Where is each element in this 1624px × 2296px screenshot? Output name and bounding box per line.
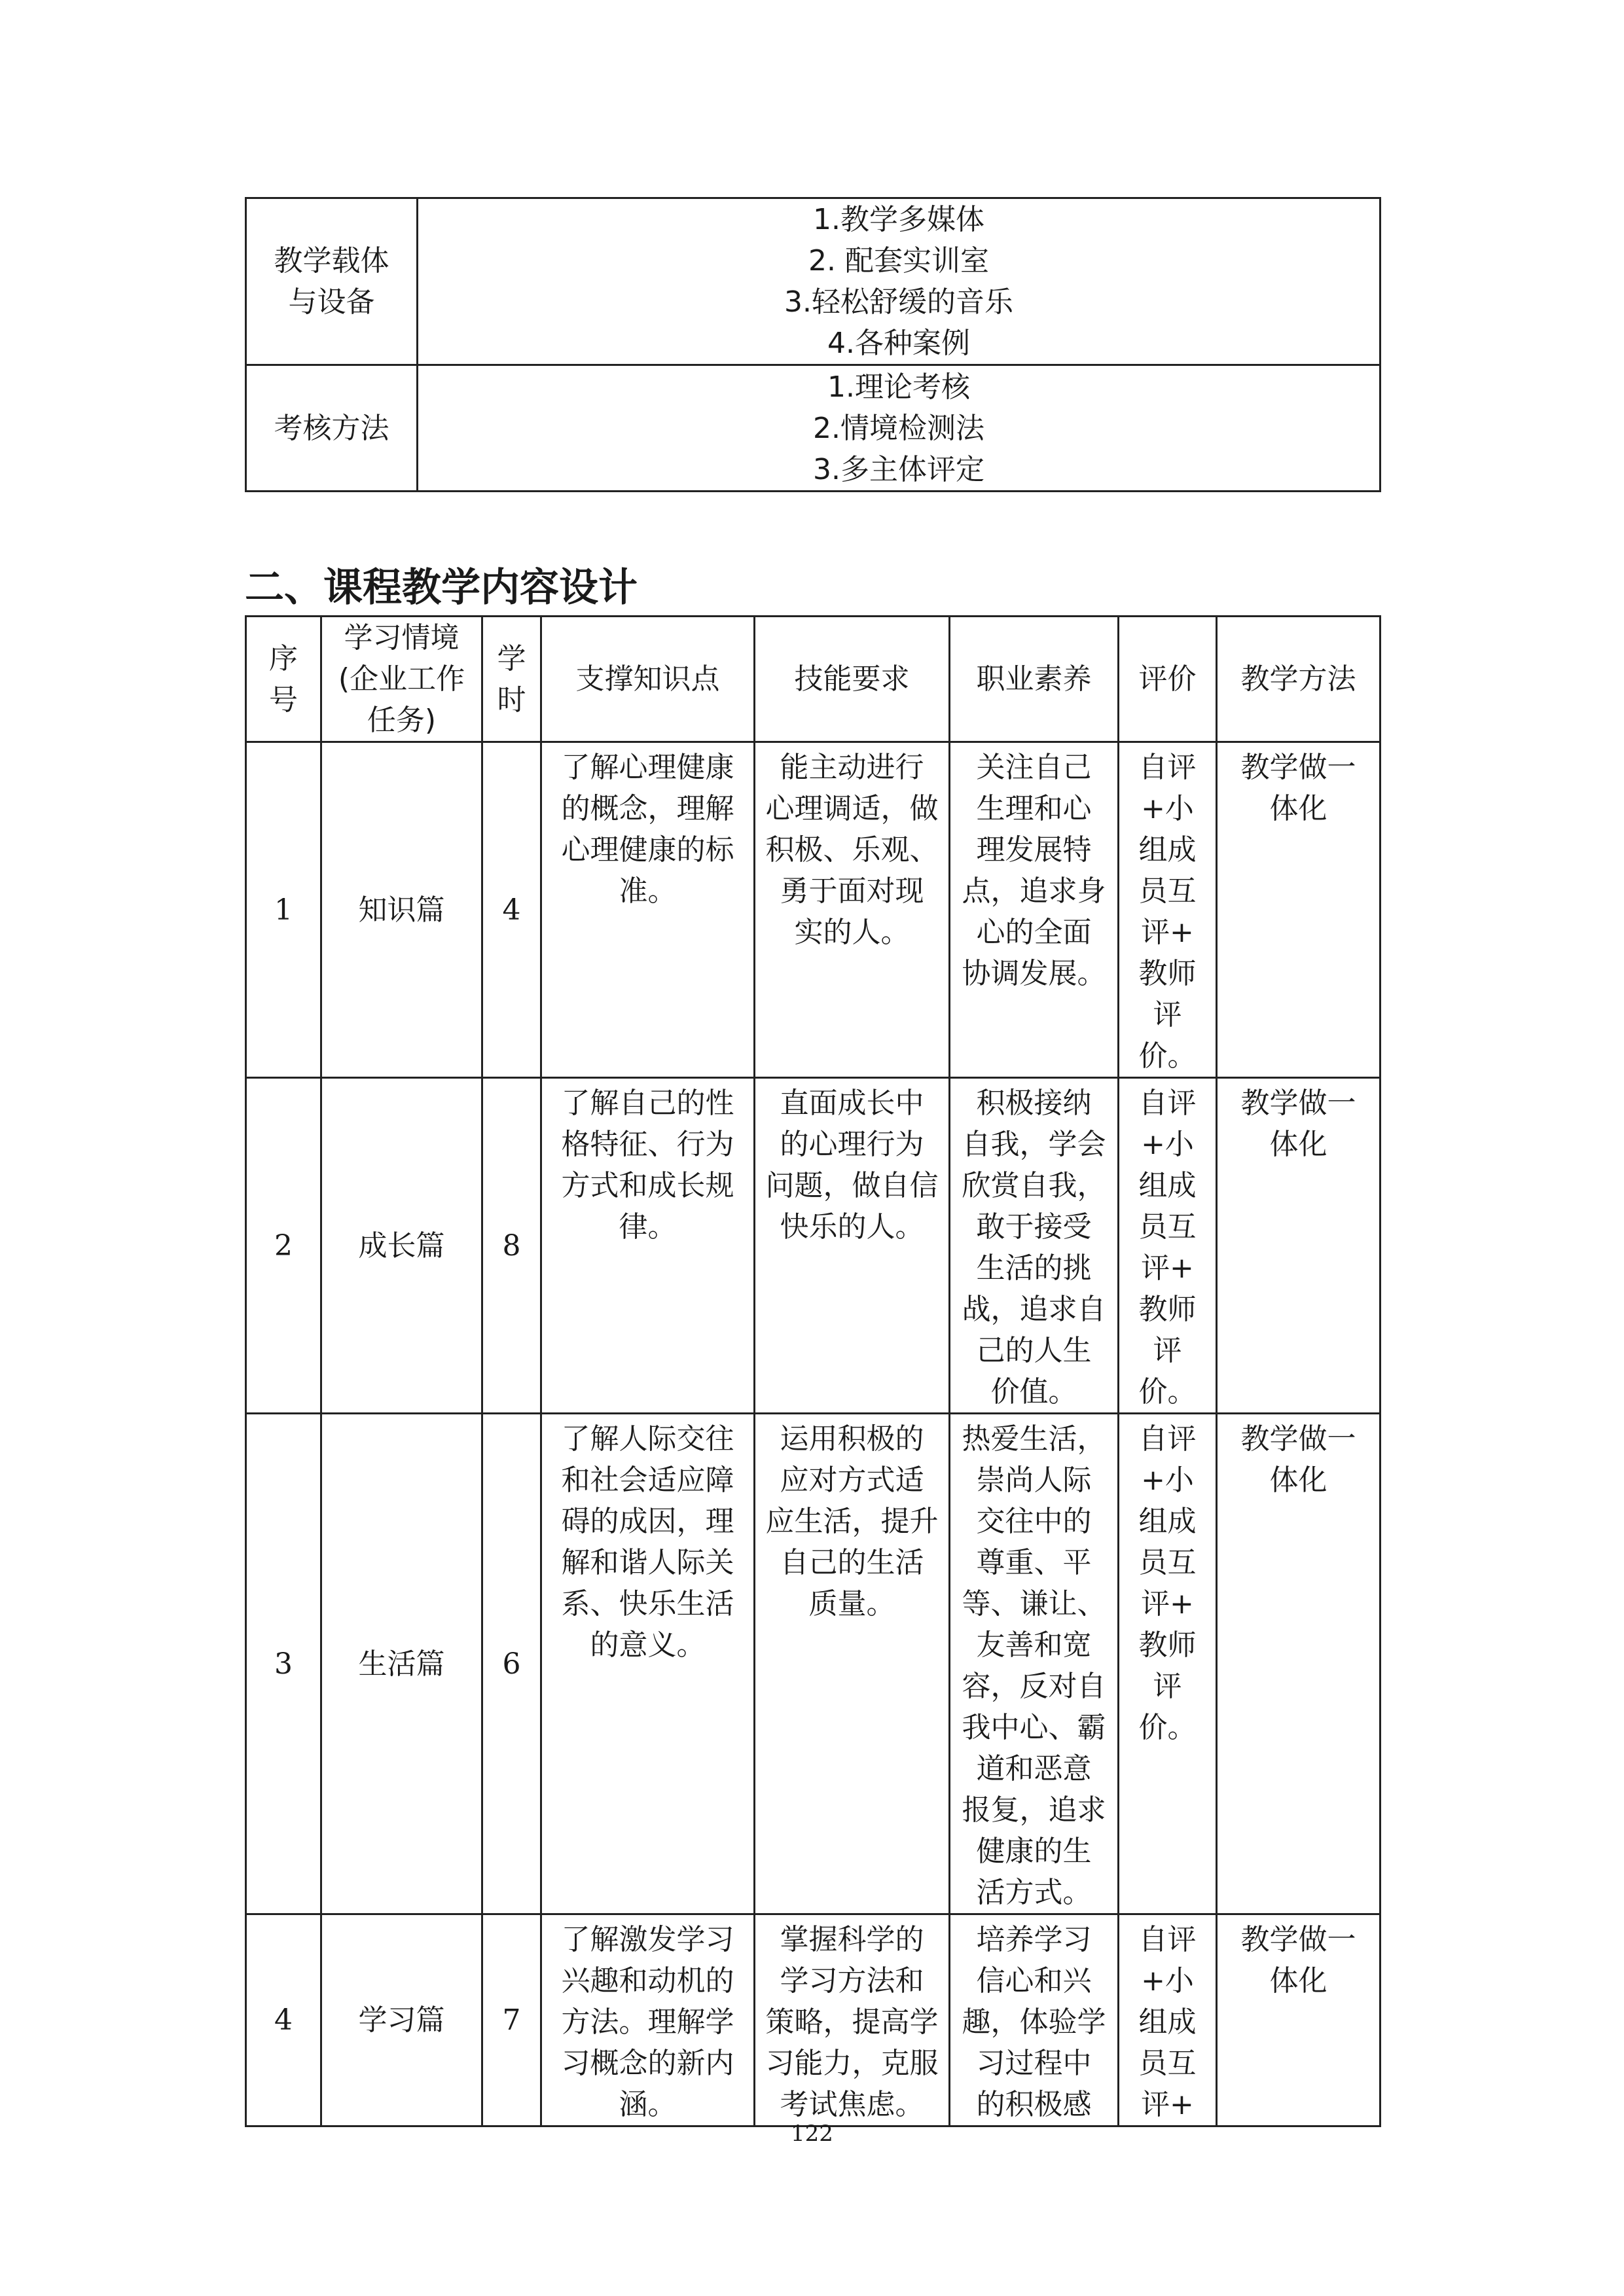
items-cell: [418, 198, 1380, 365]
list-item: 1.理论考核: [827, 370, 970, 404]
evaluation-value: 自评 +小 组成 员互 评+: [1138, 1923, 1197, 2121]
knowledge-cell: [541, 1414, 755, 1914]
skills-cell: [755, 1914, 950, 2126]
evaluation-value: 自评 +小 组成 员互 评+ 教师 评 价。: [1138, 1422, 1197, 1744]
quality-value: 热爱生活， 崇尚人际 交往中的 尊重、平 等、谦让、 友善和宽 容，反对自 我中心、霸 道和恶意 报复，追求 健康的生 活方式。: [962, 1422, 1106, 1909]
table-row: [246, 742, 1380, 1078]
evaluation-cell: [1119, 1078, 1217, 1414]
situation-cell: [321, 1914, 482, 2126]
seq-value: 2: [274, 1229, 293, 1263]
skills-value: 直面成长中 的心理行为 问题，做自信 快乐的人。: [765, 1086, 939, 1244]
skills-value: 能主动进行 心理调适，做 积极、乐观、 勇于面对现 实的人。: [765, 751, 939, 949]
knowledge-cell: [541, 1078, 755, 1414]
course-content-table: [245, 615, 1381, 2127]
header-cell: [1119, 617, 1217, 742]
header-seq: 序 号: [269, 641, 298, 717]
header-method: 教学方法: [1240, 662, 1356, 696]
header-skills: 技能要求: [794, 662, 910, 696]
situation-value: 学习篇: [358, 2003, 445, 2037]
row-label-cell: [246, 198, 418, 365]
quality-value: 关注自己 生理和心 理发展特 点，追求身 心的全面 协调发展。: [962, 751, 1106, 990]
row-label: 教学载体 与设备: [274, 244, 389, 319]
seq-value: 4: [274, 2003, 293, 2037]
table-header-row: [246, 617, 1380, 742]
section-heading: 二、课程教学内容设计: [245, 565, 638, 611]
hours-cell: [482, 1414, 541, 1914]
header-situation: 学习情境 (企业工作 任务): [338, 621, 465, 737]
method-cell: [1217, 1914, 1380, 2126]
knowledge-cell: [541, 742, 755, 1078]
items-cell: [418, 365, 1380, 492]
evaluation-value: 自评 +小 组成 员互 评+ 教师 评 价。: [1138, 1086, 1197, 1408]
table-row: [246, 1914, 1380, 2126]
header-cell: [321, 617, 482, 742]
hours-value: 7: [502, 2003, 521, 2037]
seq-value: 3: [274, 1647, 293, 1681]
table-row: [246, 198, 1380, 365]
list-item: 4.各种案例: [827, 327, 970, 360]
skills-cell: [755, 1078, 950, 1414]
method-value: 教学做一 体化: [1240, 751, 1356, 825]
header-evaluation: 评价: [1138, 662, 1197, 696]
hours-value: 6: [502, 1647, 521, 1681]
skills-cell: [755, 742, 950, 1078]
table-row: [246, 1078, 1380, 1414]
method-cell: [1217, 742, 1380, 1078]
seq-cell: [246, 1414, 321, 1914]
method-cell: [1217, 1078, 1380, 1414]
situation-cell: [321, 742, 482, 1078]
header-hours: 学 时: [497, 641, 526, 717]
situation-cell: [321, 1078, 482, 1414]
table-row: [246, 365, 1380, 492]
quality-value: 积极接纳 自我，学会 欣赏自我， 敢于接受 生活的挑 战，追求自 己的人生 价值。: [962, 1086, 1106, 1408]
header-cell: [755, 617, 950, 742]
method-cell: [1217, 1414, 1380, 1914]
table-row: [246, 1414, 1380, 1914]
situation-value: 知识篇: [358, 893, 445, 927]
list-item: 1.教学多媒体: [813, 203, 984, 236]
skills-value: 掌握科学的 学习方法和 策略，提高学 习能力，克服 考试焦虑。: [765, 1923, 939, 2121]
seq-cell: [246, 742, 321, 1078]
header-cell: [541, 617, 755, 742]
page-number: 122: [791, 2121, 833, 2147]
situation-value: 生活篇: [358, 1647, 445, 1681]
list-item: 3.多主体评定: [813, 452, 984, 486]
header-cell: [1217, 617, 1380, 742]
knowledge-value: 了解人际交往 和社会适应障 碍的成因，理 解和谐人际关 系、快乐生活 的意义。: [561, 1422, 734, 1662]
header-quality: 职业素养: [976, 662, 1092, 696]
knowledge-value: 了解激发学习 兴趣和动机的 方法。理解学 习概念的新内 涵。: [561, 1923, 734, 2121]
quality-value: 培养学习 信心和兴 趣，体验学 习过程中 的积极感: [962, 1923, 1106, 2121]
equipment-assessment-table: [245, 197, 1381, 492]
hours-value: 4: [502, 893, 521, 927]
list-item: 2. 配套实训室: [808, 244, 989, 278]
quality-cell: [950, 1414, 1119, 1914]
header-knowledge: 支撑知识点: [575, 662, 720, 696]
evaluation-cell: [1119, 1914, 1217, 2126]
hours-value: 8: [502, 1229, 521, 1263]
knowledge-value: 了解自己的性 格特征、行为 方式和成长规 律。: [561, 1086, 734, 1244]
method-value: 教学做一 体化: [1240, 1086, 1356, 1161]
method-value: 教学做一 体化: [1240, 1923, 1356, 1998]
hours-cell: [482, 1078, 541, 1414]
row-label: 考核方法: [274, 411, 389, 445]
skills-value: 运用积极的 应对方式适 应生活，提升 自己的生活 质量。: [765, 1422, 939, 1621]
header-cell: [950, 617, 1119, 742]
knowledge-cell: [541, 1914, 755, 2126]
evaluation-cell: [1119, 1414, 1217, 1914]
list-item: 2.情境检测法: [813, 411, 984, 445]
hours-cell: [482, 1914, 541, 2126]
knowledge-value: 了解心理健康 的概念，理解 心理健康的标 准。: [561, 751, 734, 908]
situation-cell: [321, 1414, 482, 1914]
quality-cell: [950, 1078, 1119, 1414]
seq-cell: [246, 1078, 321, 1414]
seq-cell: [246, 1914, 321, 2126]
header-cell: [482, 617, 541, 742]
hours-cell: [482, 742, 541, 1078]
method-value: 教学做一 体化: [1240, 1422, 1356, 1497]
seq-value: 1: [274, 893, 293, 927]
row-label-cell: [246, 365, 418, 492]
skills-cell: [755, 1414, 950, 1914]
situation-value: 成长篇: [358, 1229, 445, 1263]
evaluation-cell: [1119, 742, 1217, 1078]
quality-cell: [950, 742, 1119, 1078]
evaluation-value: 自评 +小 组成 员互 评+ 教师 评 价。: [1138, 751, 1197, 1073]
list-item: 3.轻松舒缓的音乐: [784, 285, 1013, 319]
header-cell: [246, 617, 321, 742]
quality-cell: [950, 1914, 1119, 2126]
